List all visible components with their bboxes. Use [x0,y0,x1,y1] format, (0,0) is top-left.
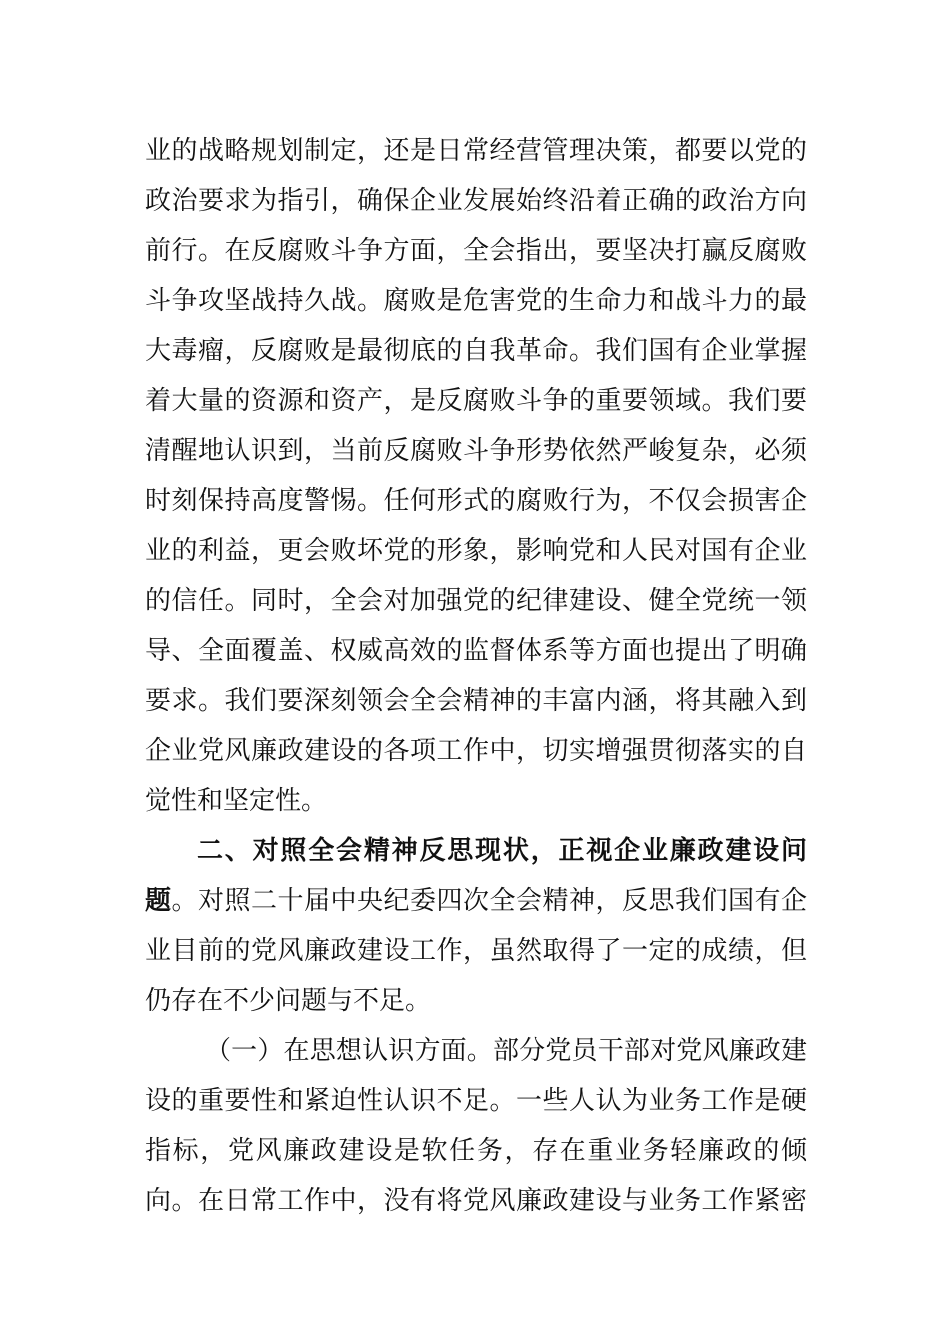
text-line: 大毒瘤，反腐败是最彻底的自我革命。我们国有企业掌握 [145,336,807,366]
text-line: 的信任。同时，全会对加强党的纪律建设、健全党统一领 [145,586,807,616]
text-line: 业的利益，更会败坏党的形象，影响党和人民对国有企业 [145,536,807,566]
section-heading: 二、对照全会精神反思现状，正视企业廉政建设问 [197,836,807,866]
text-line: 觉性和坚定性。 [145,786,328,816]
text-line: 业目前的党风廉政建设工作，虽然取得了一定的成绩，但 [145,936,807,966]
paragraph-1 [145,126,807,826]
text-line: 导、全面覆盖、权威高效的监督体系等方面也提出了明确 [145,636,807,666]
text-line: 政治要求为指引，确保企业发展始终沿着正确的政治方向 [145,186,807,216]
text-line: 向。在日常工作中，没有将党风廉政建设与业务工作紧密 [145,1186,807,1216]
text-line [145,876,807,926]
text-line: 着大量的资源和资产，是反腐败斗争的重要领域。我们要 [145,386,807,416]
text-line: 前行。在反腐败斗争方面，全会指出，要坚决打赢反腐败 [145,236,807,266]
subsection-heading-line: （一）在思想认识方面。部分党员干部对党风廉政建 [205,1036,807,1066]
text-line: 仍存在不少问题与不足。 [145,986,432,1016]
subsection-1 [145,1026,807,1226]
section-2 [145,826,807,1026]
text-span: 。对照二十届中央纪委四次全会精神，反思我们国有企 [171,886,807,916]
text-line: 要求。我们要深刻领会全会精神的丰富内涵，将其融入到 [145,686,807,716]
text-line: 清醒地认识到，当前反腐败斗争形势依然严峻复杂，必须 [145,436,807,466]
text-line: 企业党风廉政建设的各项工作中，切实增强贯彻落实的自 [145,736,807,766]
text-line: 设的重要性和紧迫性认识不足。一些人认为业务工作是硬 [145,1086,807,1116]
text-line: 时刻保持高度警惕。任何形式的腐败行为，不仅会损害企 [145,486,807,516]
text-line: 指标，党风廉政建设是软任务，存在重业务轻廉政的倾 [145,1136,807,1166]
text-line: 斗争攻坚战持久战。腐败是危害党的生命力和战斗力的最 [145,286,807,316]
section-heading-end: 题 [145,886,172,916]
text-line: 业的战略规划制定，还是日常经营管理决策，都要以党的 [145,136,807,166]
